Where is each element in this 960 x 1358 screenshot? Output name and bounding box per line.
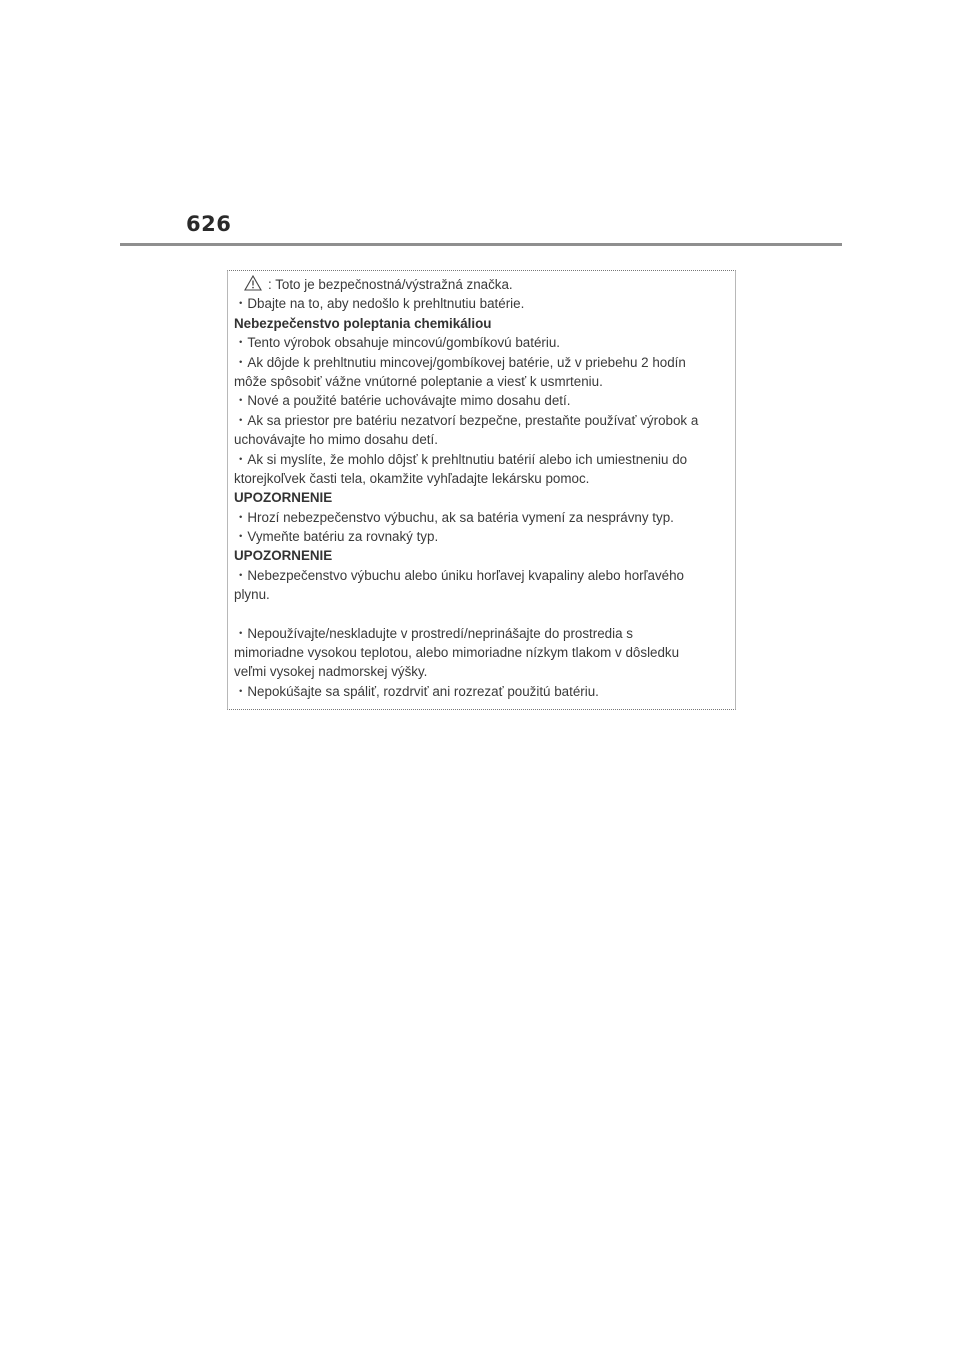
notice-line: ・Vymeňte batériu za rovnaký typ. (234, 529, 439, 545)
notice-line: ・Nebezpečenstvo výbuchu alebo úniku horľavej kvapaliny alebo horľavého (234, 567, 684, 583)
notice-line: plynu. (234, 587, 270, 603)
notice-line: môže spôsobiť vážne vnútorné poleptanie a viesť k usmrteniu. (234, 373, 603, 389)
notice-line: ・Ak dôjde k prehltnutiu mincovej/gombíkovej batérie, už v priebehu 2 hodín (234, 354, 686, 370)
section-heading-caution-1: UPOZORNENIE (234, 490, 333, 506)
notice-line: ・Ak sa priestor pre batériu nezatvorí bezpečne, prestaňte používať výrobok a (234, 412, 699, 428)
section-heading-caution-2: UPOZORNENIE (234, 548, 333, 564)
header-rule (120, 243, 842, 246)
page-number: 626 (186, 212, 232, 236)
paragraph-gap (234, 605, 735, 624)
notice-line: ・Nepokúšajte sa spáliť, rozdrviť ani rozrezať použitú batériu. (234, 683, 599, 699)
warning-triangle-icon (244, 275, 262, 291)
symbol-legend-line (234, 275, 735, 294)
notice-line: uchovávajte ho mimo dosahu detí. (234, 432, 438, 448)
notice-line: veľmi vysokej nadmorskej výšky. (234, 664, 428, 680)
notice-line: ・Hrozí nebezpečenstvo výbuchu, ak sa batéria vymení za nesprávny typ. (234, 509, 674, 525)
notice-line: ・Ak si myslíte, že mohlo dôjsť k prehltnutiu batérií alebo ich umiestneniu do (234, 451, 688, 467)
notice-line: ・Dbajte na to, aby nedošlo k prehltnutiu batérie. (234, 296, 525, 312)
notice-line: ・Tento výrobok obsahuje mincovú/gombíkovú batériu. (234, 335, 561, 351)
notice-line: ・Nové a použité batérie uchovávajte mimo dosahu detí. (234, 393, 571, 409)
section-heading-chemical: Nebezpečenstvo poleptania chemikáliou (234, 315, 492, 331)
notice-line: mimoriadne vysokou teplotou, alebo mimoriadne nízkym tlakom v dôsledku (234, 645, 680, 661)
notice-line: ktorejkoľvek časti tela, okamžite vyhľadajte lekársku pomoc. (234, 470, 590, 486)
notice-line: ・Nepoužívajte/neskladujte v prostredí/neprinášajte do prostredia s (234, 625, 633, 641)
battery-warning-box (227, 270, 736, 710)
symbol-legend-text: : Toto je bezpečnostná/výstražná značka. (268, 277, 513, 292)
